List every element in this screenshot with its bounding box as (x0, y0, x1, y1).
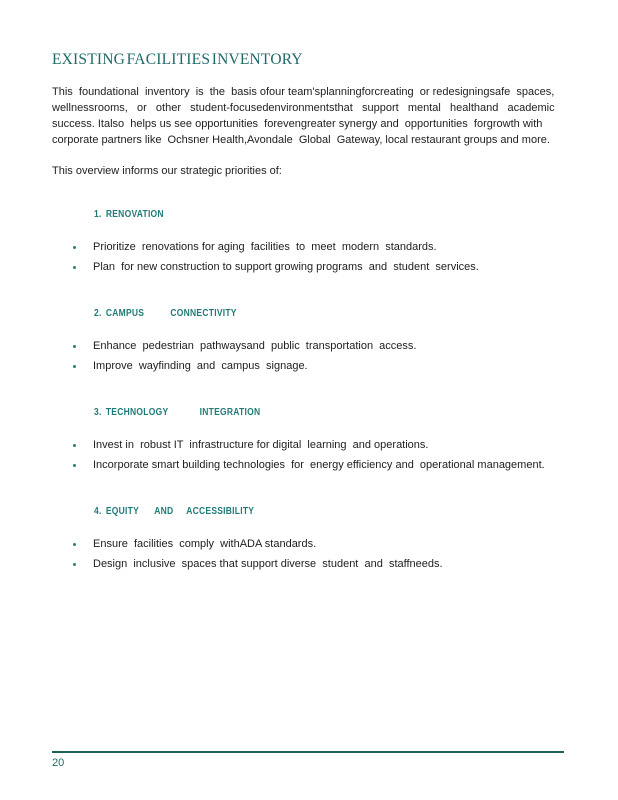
bullet-item (72, 357, 566, 377)
section-campus-connectivity (72, 294, 566, 376)
overview-statement: This overview informs our strategic priorities of: (52, 165, 282, 177)
section-number: 1. (94, 209, 102, 220)
page-title: EXISTING FACILITIES INVENTORY (52, 51, 303, 68)
bullet-icon (73, 563, 76, 566)
intro-paragraph (52, 84, 566, 148)
bullet-text: Improve wayfinding and campus signage. (93, 359, 308, 372)
section-label: RENOVATION (106, 209, 165, 220)
section-number: 3. (94, 407, 102, 418)
section-heading (72, 294, 566, 333)
section-heading (72, 393, 566, 432)
section-heading (72, 492, 566, 531)
bullet-icon (73, 345, 76, 348)
bullet-text: Incorporate smart building technologies for energy efficiency and operational management. (93, 458, 545, 471)
section-equity-accessibility (72, 492, 566, 574)
bullet-text: Design inclusive spaces that support diverse student and staffneeds. (93, 557, 443, 570)
bullet-text: Enhance pedestrian pathwaysand public transportation access. (93, 340, 417, 352)
bullet-icon (73, 266, 76, 269)
bullet-item (72, 258, 566, 278)
bullet-icon (73, 444, 76, 447)
section-label: CAMPUS CONNECTIVITY (106, 308, 237, 319)
footer-divider (52, 751, 564, 753)
section-renovation (72, 195, 566, 277)
bullet-text: Plan for new construction to support growing programs and student services. (93, 260, 479, 273)
bullet-item (72, 337, 566, 357)
section-label: EQUITY AND ACCESSIBILITY (106, 506, 255, 517)
paragraph-line: This foundational inventory is the basis ofour team'splanningforcreating or redesigningsafe spaces, (52, 86, 555, 98)
bullet-item (72, 535, 566, 555)
bullet-text: Prioritize renovations for aging facilities to meet modern standards. (93, 241, 437, 253)
bullet-icon (73, 365, 76, 368)
bullet-item (72, 555, 566, 575)
bullet-text: Ensure facilities comply withADA standards. (93, 538, 317, 550)
paragraph-line: corporate partners like Ochsner Health,Avondale Global Gateway, local restaurant groups and more. (52, 134, 550, 146)
priority-sections (72, 195, 566, 574)
paragraph-line: wellnessrooms, or other student-focusedenvironmentsthat support mental healthand academic (52, 102, 555, 114)
bullet-item (72, 456, 566, 476)
page-number: 20 (52, 757, 65, 769)
section-number: 2. (94, 308, 102, 319)
bullet-item (72, 238, 566, 258)
section-number: 4. (94, 506, 102, 517)
bullet-item (72, 436, 566, 456)
section-heading (72, 195, 566, 234)
bullet-icon (73, 464, 76, 467)
paragraph-line: success. Italso helps us see opportunities forevengreater synergy and opportunities forgrowth with (52, 118, 543, 130)
section-label: TECHNOLOGY INTEGRATION (106, 407, 261, 418)
bullet-text: Invest in robust IT infrastructure for digital learning and operations. (93, 439, 429, 451)
bullet-icon (73, 246, 76, 249)
section-technology-integration (72, 393, 566, 475)
bullet-icon (73, 543, 76, 546)
